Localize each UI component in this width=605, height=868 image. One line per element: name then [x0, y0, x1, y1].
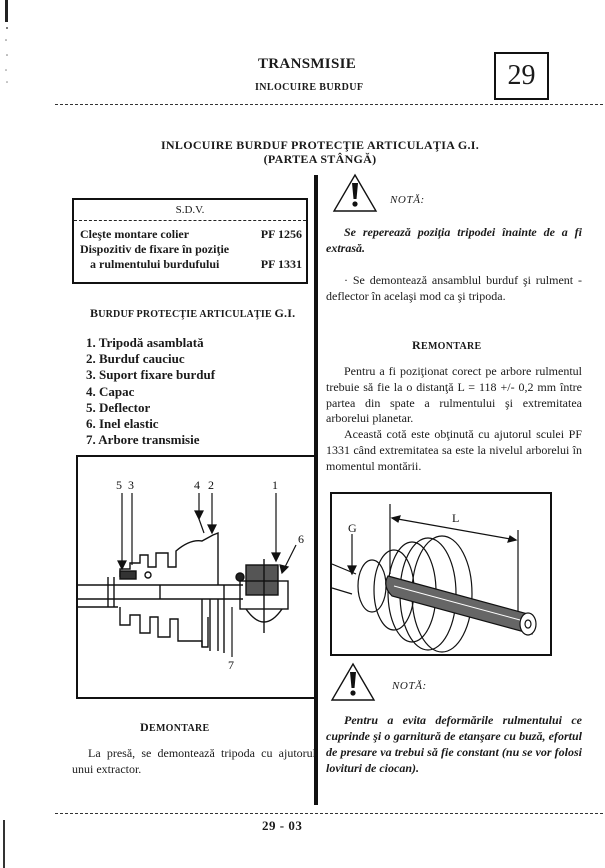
legend-item: 5. Deflector	[86, 399, 151, 415]
bearing-position-figure	[330, 492, 552, 656]
scan-artifact	[4, 0, 10, 100]
page-number: 29 - 03	[262, 818, 303, 833]
remontare-heading: REMONTARE	[412, 338, 482, 352]
remontare-text	[326, 364, 582, 475]
body-paragraph: Pentru a fi poziţionat corect pe arbore rulmentul trebuie să fie la o distanţă L = 118 +/- 0,2 mm între partea din spate a rulmentului şi extremitatea arborelui planetar.	[326, 364, 582, 426]
sdv-table	[72, 198, 308, 284]
demontare-heading: DEMONTARE	[140, 720, 210, 734]
legend-item: 6. Inel elastic	[86, 416, 159, 432]
page-title	[100, 138, 540, 166]
parts-legend-list	[86, 335, 215, 448]
legend-item: 3. Suport fixare burduf	[86, 367, 216, 383]
figure-dimension-labels	[348, 511, 459, 535]
sdv-table-row	[74, 257, 306, 272]
tool-name: Cleşte montare colier	[80, 227, 190, 241]
header-rule	[55, 104, 603, 105]
section-title: TRANSMISIE	[258, 56, 357, 72]
legend-item: 2. Burduf cauciuc	[86, 351, 185, 367]
note-label: NOTĂ:	[390, 194, 425, 206]
note-text: Pentru a evita deformările rulmentului ce cuprinde şi o garnitură de etanşare cu buză, efortul de presare va trebui să fie constant (nu se vor folosi lovituri de ciocan).	[326, 713, 582, 775]
svg-text:G: G	[348, 521, 357, 535]
tool-code: PF 1331	[260, 257, 302, 271]
legend-item: 4. Capac	[86, 383, 135, 399]
page-title-line1: INLOCUIRE BURDUF PROTECŢIE ARTICULAŢIA G.I.	[160, 138, 480, 152]
footer-rule	[55, 813, 603, 814]
section-subtitle: INLOCUIRE BURDUF	[255, 82, 364, 93]
warning-triangle-icon	[332, 173, 378, 213]
demontare-text: La presă, se demontează tripoda cu ajutorul unui extractor.	[72, 746, 316, 776]
sdv-table-row	[74, 227, 306, 242]
legend-item: 7. Arbore transmisie	[86, 432, 200, 448]
body-paragraph: Această cotă este obţinută cu ajutorul sculei PF 1331 când extremitatea sa este la nivelul arborelui în momentul montării.	[326, 427, 582, 473]
tool-name: a rulmentului burdufului	[90, 257, 220, 271]
svg-text:4: 4	[194, 478, 200, 492]
svg-text:1: 1	[272, 478, 278, 492]
bearing-tool-diagram	[332, 494, 550, 654]
svg-text:6: 6	[298, 532, 304, 546]
svg-text:L: L	[452, 511, 460, 525]
scan-artifact	[3, 820, 5, 868]
svg-text:2: 2	[208, 478, 214, 492]
tool-code: PF 1256	[260, 227, 302, 241]
body-paragraph: · Se demontează ansamblul burduf şi rulment - deflector în acelaşi mod ca şi tripoda.	[326, 273, 582, 303]
legend-item: 1. Tripodă asamblată	[86, 335, 204, 350]
sdv-table-row	[74, 242, 306, 257]
warning-triangle-icon	[330, 662, 376, 702]
svg-text:5: 5	[116, 478, 122, 492]
driveshaft-diagram	[78, 457, 314, 697]
page-title-line2: (PARTEA STÂNGĂ)	[263, 152, 377, 166]
sdv-table-header: S.D.V.	[74, 200, 306, 221]
svg-text:3: 3	[128, 478, 134, 492]
legend-title: BURDUF PROTECŢIE ARTICULAŢIE G.I.	[90, 306, 296, 320]
tool-name: Dispozitiv de fixare în poziţie	[80, 242, 230, 256]
chapter-number-box: 29	[494, 52, 549, 100]
note-label: NOTĂ:	[392, 680, 427, 692]
joint-cross-section-figure	[76, 455, 317, 699]
svg-text:7: 7	[228, 658, 234, 672]
note-text: Se reperează poziţia tripodei înainte de a fi extrasă.	[326, 225, 582, 255]
